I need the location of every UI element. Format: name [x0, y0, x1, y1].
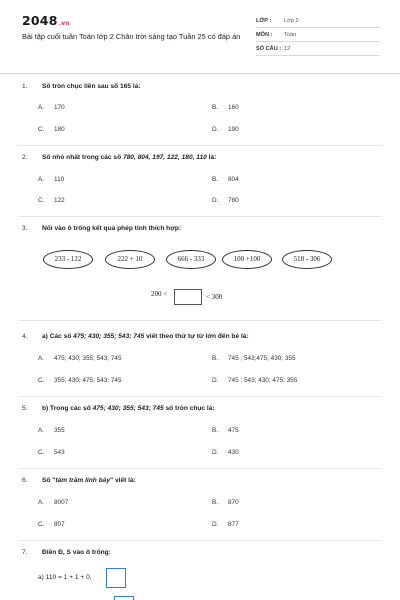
meta-subject-value: Toán	[284, 32, 297, 38]
meta-subject-row	[256, 30, 380, 42]
q3-expression-oval[interactable]: 666 - 333	[166, 250, 216, 269]
q4-option-a[interactable]: A. 475; 430; 355; 543; 745	[38, 355, 122, 362]
q7-answer-box-b[interactable]	[114, 596, 134, 600]
q2-option-a[interactable]: A. 110	[38, 176, 65, 183]
site-logo[interactable]	[22, 13, 70, 28]
q2-option-c[interactable]: C. 122	[38, 197, 65, 204]
q6-option-a[interactable]: A. 8007	[38, 499, 69, 506]
q5-option-c[interactable]: C. 543	[38, 449, 65, 456]
meta-class-value: Lớp 2	[284, 18, 299, 24]
q4-option-b[interactable]: B. 745 ; 543;475; 430; 355	[212, 355, 296, 362]
q7-answer-box-a[interactable]	[106, 568, 126, 588]
divider	[18, 468, 382, 469]
q4-option-d[interactable]: D. 745 ; 543; 430; 475; 355	[212, 377, 298, 384]
divider	[18, 396, 382, 397]
meta-class-key: LỚP :	[256, 18, 272, 24]
q6-option-d[interactable]: D. 877	[212, 521, 239, 528]
q4-option-c[interactable]: C. 355; 430; 475; 543; 745	[38, 377, 122, 384]
q3-number: 3.	[22, 225, 28, 232]
meta-count-row	[256, 44, 380, 56]
q3-expression-row	[0, 250, 400, 274]
document-title: Bài tập cuối tuần Toán lớp 2 Chân trời sáng tạo Tuần 25 có đáp án	[22, 32, 241, 41]
q3-expression-oval[interactable]: 222 + 10	[105, 250, 155, 269]
q6-option-b[interactable]: B. 870	[212, 499, 239, 506]
q1-option-c[interactable]: C. 180	[38, 126, 65, 133]
q3-inequality-left: 200 <	[151, 290, 168, 298]
logo-suffix: .vn	[58, 20, 70, 27]
q6-option-c[interactable]: C. 807	[38, 521, 65, 528]
q4-number: 4.	[22, 333, 28, 340]
q4-text: a) Các số 475; 430; 355; 543; 745 viết theo thứ tự từ lớn đến bé là:	[42, 333, 249, 340]
divider	[18, 320, 382, 321]
q3-text: Nối vào ô trống kết quả phép tính thích hợp:	[42, 225, 182, 232]
q6-number: 6.	[22, 477, 28, 484]
meta-count-value: 12	[284, 46, 291, 52]
q1-option-d[interactable]: D. 190	[212, 126, 239, 133]
q7-line-a: a) 110 = 1 + 1 + 0.	[38, 574, 92, 581]
divider	[18, 145, 382, 146]
q7-number: 7.	[22, 549, 28, 556]
q2-number: 2.	[22, 154, 28, 161]
q3-answer-box[interactable]	[174, 289, 202, 305]
q1-number: 1.	[22, 83, 28, 90]
q1-option-a[interactable]: A. 170	[38, 104, 65, 111]
q5-text: b) Trong các số 475; 430; 355; 543; 745 số tròn chục là:	[42, 405, 215, 412]
meta-class-row	[256, 16, 380, 28]
q5-number: 5.	[22, 405, 28, 412]
q2-option-d[interactable]: D. 780	[212, 197, 239, 204]
q2-option-b[interactable]: B. 804	[212, 176, 239, 183]
q7-text: Điền Đ, S vào ô trống:	[42, 549, 111, 556]
q2-text: Số nhỏ nhất trong các số 780, 804, 197, 122, 180, 110 là:	[42, 154, 217, 161]
q3-inequality-right: < 300	[206, 293, 223, 301]
q5-option-b[interactable]: B. 475	[212, 427, 239, 434]
q3-expression-oval[interactable]: 518 - 306	[282, 250, 332, 269]
q1-option-b[interactable]: B. 160	[212, 104, 239, 111]
q5-option-d[interactable]: D. 430	[212, 449, 239, 456]
divider	[18, 216, 382, 217]
meta-count-key: SỐ CÂU :	[256, 46, 282, 52]
q6-text: Số "tám trăm linh bảy" viết là:	[42, 477, 136, 484]
q3-expression-oval[interactable]: 100 +100	[222, 250, 272, 269]
meta-subject-key: MÔN :	[256, 32, 273, 38]
worksheet-header	[0, 0, 400, 74]
divider	[18, 540, 382, 541]
q5-option-a[interactable]: A. 355	[38, 427, 65, 434]
logo-main: 2048	[22, 13, 58, 28]
q3-expression-oval[interactable]: 233 - 122	[43, 250, 93, 269]
q1-text: Số tròn chục liền sau số 165 là:	[42, 83, 141, 90]
